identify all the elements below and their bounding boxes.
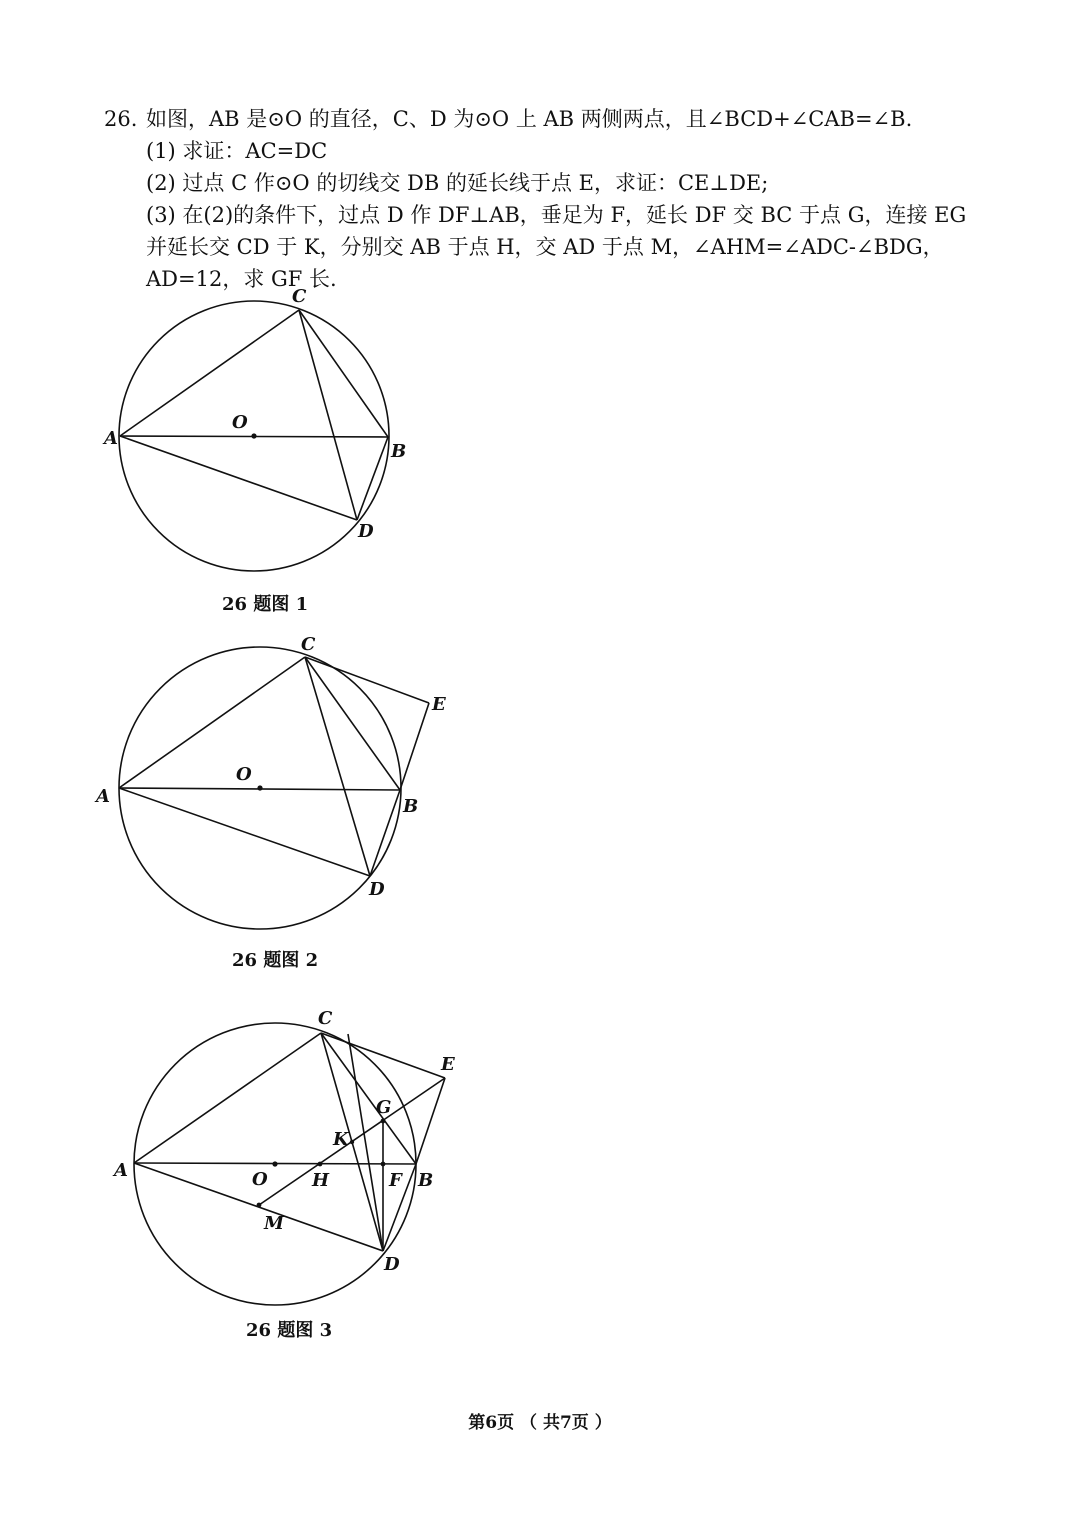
point-g (381, 1119, 386, 1124)
label-d: D (358, 521, 374, 542)
label-o: O (252, 1169, 268, 1190)
problem-part-3-line-2: 并延长交 CD 于 K，分别交 AB 于点 H，交 AD 于点 M，∠AHM=∠ADC-∠BDG， (146, 235, 944, 259)
label-c: C (318, 1008, 333, 1029)
label-a: A (114, 1160, 128, 1181)
label-a: A (96, 786, 110, 807)
tangent-ce (321, 1033, 445, 1078)
point-k (350, 1140, 354, 1144)
figure-2-caption: 26 题图 2 (232, 950, 319, 971)
label-a: A (104, 428, 118, 449)
problem-part-2: (2) 过点 C 作⊙O 的切线交 DB 的延长线于点 E，求证：CE⊥DE; (146, 171, 769, 195)
label-f: F (389, 1170, 402, 1191)
label-g: G (376, 1097, 392, 1118)
label-d: D (384, 1254, 400, 1275)
label-k: K (333, 1129, 349, 1150)
label-e: E (432, 694, 446, 715)
label-o: O (236, 764, 252, 785)
problem-part-3-line-1: (3) 在(2)的条件下，过点 D 作 DF⊥AB，垂足为 F，延长 DF 交 BC 于点 G，连接 EG (146, 203, 967, 227)
label-h: H (312, 1170, 330, 1191)
center-point (272, 1161, 277, 1166)
page-footer: 第6页 （ 共7页 ） (468, 1413, 612, 1433)
figure-3-caption: 26 题图 3 (246, 1320, 333, 1341)
point-f (381, 1162, 386, 1167)
segment-ac (134, 1033, 321, 1163)
segment-eb (416, 1078, 445, 1164)
point-h (318, 1162, 323, 1167)
problem-stem: 如图，AB 是⊙O 的直径，C、D 为⊙O 上 AB 两侧两点，且∠BCD+∠CAB=∠B. (146, 107, 913, 131)
label-b: B (418, 1170, 434, 1191)
label-e: E (441, 1054, 455, 1075)
label-m: M (264, 1213, 284, 1234)
label-d: D (369, 879, 385, 900)
problem-part-1: (1) 求证：AC=DC (146, 139, 328, 163)
point-m (257, 1203, 262, 1208)
label-b: B (403, 796, 419, 817)
label-c: C (301, 634, 316, 655)
label-b: B (391, 441, 407, 462)
label-o: O (232, 412, 248, 433)
problem-part-3-line-3: AD=12，求 GF 长. (146, 267, 337, 291)
figure-1-caption: 26 题图 1 (222, 594, 309, 615)
label-c: C (292, 286, 307, 307)
problem-number: 26. (104, 107, 138, 131)
